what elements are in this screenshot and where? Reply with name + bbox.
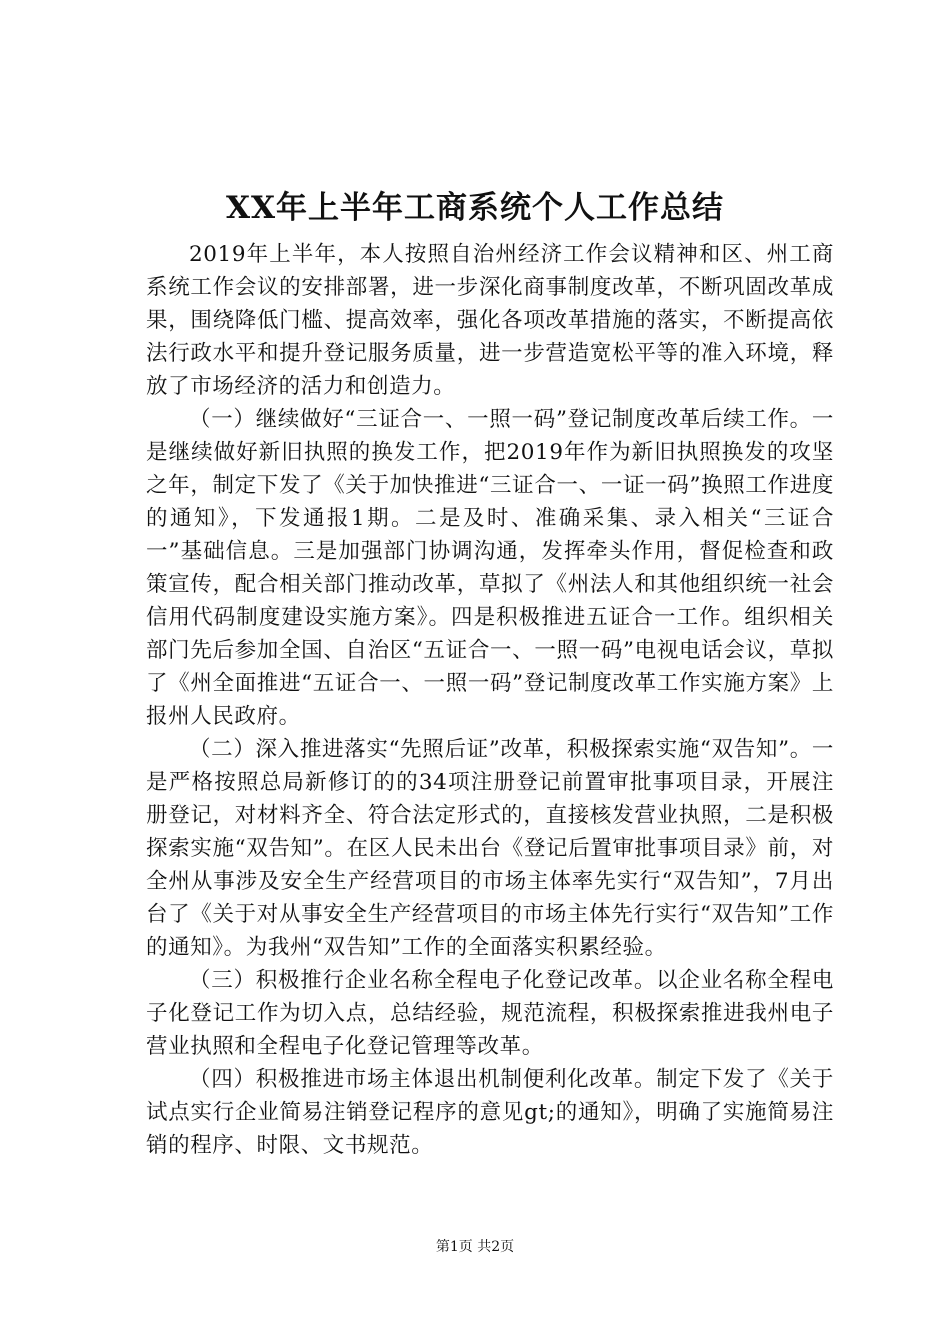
document-title: XX年上半年工商系统个人工作总结 (225, 190, 725, 226)
paragraph-section-1: （一）继续做好“三证合一、一照一码”登记制度改革后续工作。一是继续做好新旧执照的换发工作，把2019年作为新旧执照换发的攻坚之年，制定下发了《关于加快推进“三证合一、一证一码”换照工作进度的通知》，下发通报1期。二是及时、准确采集、录入相关“三证合一”基础信息。三是加强部门协调沟通，发挥牵头作用，督促检查和政策宣传，配合相关部门推动改革，草拟了《州法人和其他组织统一社会信用代码制度建设实施方案》。四是积极推进五证合一工作。组织相关部门先后参加全国、自治区“五证合一、一照一码”电视电话会议，草拟了《州全面推进“五证合一、一照一码”登记制度改革工作实施方案》上报州人民政府。 (146, 407, 834, 729)
paragraph-intro: 2019年上半年，本人按照自治州经济工作会议精神和区、州工商系统工作会议的安排部署，进一步深化商事制度改革，不断巩固改革成果，围绕降低门槛、提高效率，强化各项改革措施的落实，不断提高依法行政水平和提升登记服务质量，进一步营造宽松平等的准入环境，释放了市场经济的活力和创造力。 (146, 242, 834, 399)
page-footer (0, 1237, 950, 1257)
document-body (146, 238, 834, 1162)
paragraph-section-2: （二）深入推进落实“先照后证”改革，积极探索实施“双告知”。一是严格按照总局新修订的的34项注册登记前置审批事项目录，开展注册登记，对材料齐全、符合法定形式的，直接核发营业执照，二是积极探索实施“双告知”。在区人民未出台《登记后置审批事项目录》前，对全州从事涉及安全生产经营项目的市场主体率先实行“双告知”，7月出台了《关于对从事安全生产经营项目的市场主体先行实行“双告知”工作的通知》。为我州“双告知”工作的全面落实积累经验。 (146, 737, 834, 960)
paragraph-section-4: （四）积极推进市场主体退出机制便利化改革。制定下发了《关于试点实行企业简易注销登记程序的意见gt;的通知》，明确了实施简易注销的程序、时限、文书规范。 (146, 1067, 834, 1158)
page-number: 第1页 共2页 (435, 1239, 515, 1255)
paragraph-section-3: （三）积极推行企业名称全程电子化登记改革。以企业名称全程电子化登记工作为切入点，总结经验，规范流程，积极探索推进我州电子营业执照和全程电子化登记管理等改革。 (146, 968, 834, 1059)
